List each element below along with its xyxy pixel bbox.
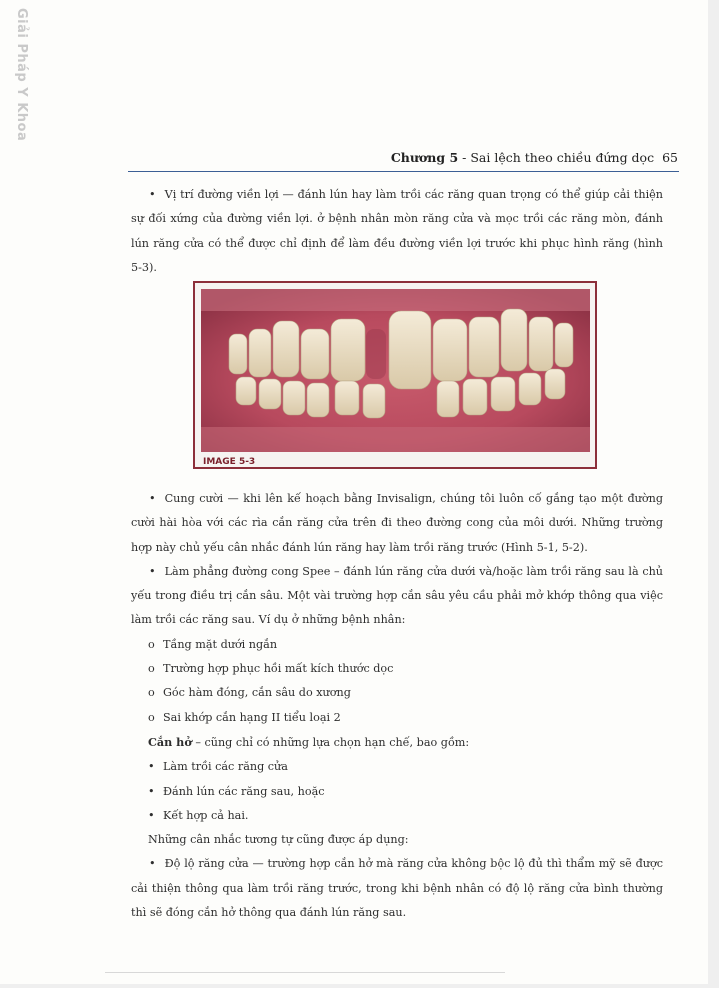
- bottom-rule: [105, 972, 505, 973]
- paragraph-gingival: [131, 183, 663, 280]
- page-number: 65: [662, 150, 678, 165]
- bullet: •: [149, 857, 156, 871]
- running-header: [128, 150, 678, 165]
- open-bite-term: Cắn hở: [148, 734, 192, 749]
- watermark: Giải Pháp Y Khoa: [14, 8, 29, 142]
- list-item: • Làm trồi các răng cửa: [148, 760, 288, 774]
- list-item: • Đánh lún các răng sau, hoặc: [148, 784, 325, 798]
- list-item: • Kết hợp cả hai.: [148, 808, 249, 822]
- list-item: o Góc hàm đóng, cắn sâu do xương: [148, 686, 351, 700]
- paragraph-text: Cung cười — khi lên kế hoạch bằng Invisalign, chúng tôi luôn cố gắng tạo một đường cười hài hòa với các rìa cắn răng cửa trên đi theo đường cong của môi dưới. Những trường hợp này chủ yếu cân nhắc đánh lún răng hay làm trồi răng trước (Hình 5-1, 5-2).: [131, 492, 663, 554]
- chapter-label: Chương 5: [390, 150, 459, 165]
- header-rule: [128, 171, 679, 172]
- paragraph-similar: Những cân nhắc tương tự cũng được áp dụng:: [148, 833, 409, 847]
- bullet: •: [149, 492, 156, 505]
- bullet: •: [149, 564, 156, 578]
- paragraph-text: Làm phẳng đường cong Spee – đánh lún răng cửa dưới và/hoặc làm trồi răng sau là chủ yếu trong điều trị cắn sâu. Một vài trường hợp cắn sâu yêu cầu phải mở khớp thông qua việc làm trồi các răng sau. Ví dụ ở những bệnh nhân:: [131, 564, 663, 627]
- list-item: o Tầng mặt dưới ngắn: [148, 637, 278, 651]
- list-item: o Trường hợp phục hồi mất kích thước dọc: [148, 662, 394, 676]
- list-item: o Sai khớp cắn hạng II tiểu loại 2: [148, 710, 341, 724]
- chapter-title: - Sai lệch theo chiều đứng dọc: [458, 150, 655, 165]
- paragraph-incisor-display: [131, 852, 663, 925]
- figure-image-5-3: [193, 281, 597, 469]
- paragraph-text: Vị trí đường viền lợi — đánh lún hay làm trồi các răng quan trọng có thể giúp cải thiện sự đối xứng của đường viền lợi. ở bệnh nhân mòn răng cửa và mọc trồi các răng mòn, đánh lún răng cửa có thể được chỉ định để làm đều đường viền lợi trước khi phục hình răng (hình 5-3).: [131, 188, 663, 274]
- bullet: •: [149, 188, 156, 201]
- paragraph-curve-of-spee: [131, 560, 663, 633]
- body-text: [131, 487, 663, 925]
- paragraph-text: Độ lộ răng cửa — trường hợp cắn hở mà răng cửa không bộc lộ đủ thì thẩm mỹ sẽ được cải thiện thông qua làm trồi răng trước, trong khi bệnh nhân có độ lộ răng cửa bình thường thì sẽ đóng cắn hở thông qua đánh lún răng sau.: [131, 857, 663, 920]
- paragraph-open-bite: Cắn hở – cũng chỉ có những lựa chọn hạn chế, bao gồm:: [148, 734, 470, 749]
- paragraph-smile-arc: [131, 487, 663, 560]
- dental-photo-icon: [201, 289, 590, 452]
- figure-caption: IMAGE 5-3: [203, 457, 256, 467]
